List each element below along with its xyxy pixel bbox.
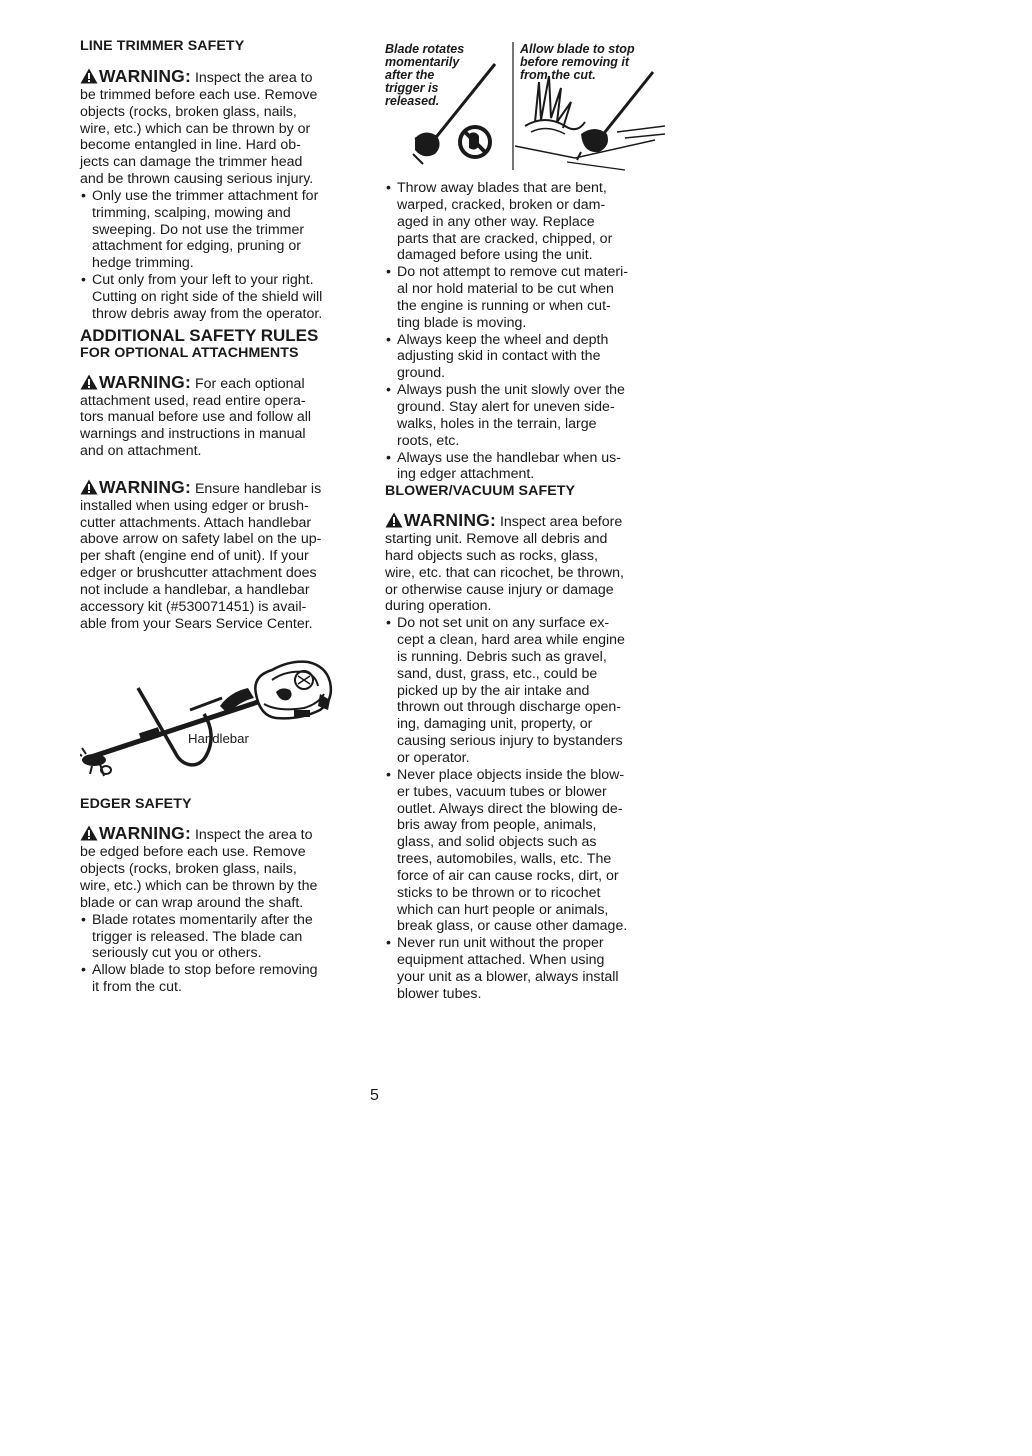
- handlebar-figure: [80, 636, 362, 786]
- list-item: • Do not set unit on any surface ex- cept a clean, hard area while engine is running. Debris such as gravel, sand, dust, grass, etc., could be picked up by the air intake and thrown out through discharge open- ing, damaging unit, property, or causing serious injury to bystanders or operator.: [385, 615, 670, 767]
- warning-text-line: jects can damage the trimmer head: [80, 154, 303, 171]
- edger-bullets-continued: [385, 180, 670, 483]
- trimmer-illustration: [80, 636, 362, 786]
- caption-line: from the cut.: [520, 68, 596, 82]
- list-item: • Throw away blades that are bent, warped, cracked, broken or dam- aged in any other way. Replace parts that are cracked, chipped, or damaged before using the unit.: [385, 180, 670, 264]
- warning-text-line: be trimmed before each use. Remove: [80, 86, 318, 103]
- warning-triangle-icon: [80, 825, 98, 841]
- warning-text-line: and be thrown causing serious injury.: [80, 171, 314, 188]
- handlebar-warning: WARNING: Ensure handlebar is installed when using edger or brush- cutter attachments. Attach handlebar above arrow on safety label on the up- per shaft (engine end of unit). If your edger or brushcutter attachment does not include a handlebar, a handlebar accessory kit (#530071451) is avail- able from your Sears Service Center.: [80, 476, 322, 632]
- caption-line: after the: [385, 68, 435, 82]
- warning-triangle-icon: [80, 374, 98, 390]
- list-item: • Never place objects inside the blow- er tubes, vacuum tubes or blower outlet. Always direct the blowing de- bris away from people, animals, glass, and solid objects such as trees, automobiles, walls, etc. The force of air can cause rocks, dirt, or sticks to be thrown or to ricochet which can hurt people or animals, break glass, or cause other damage.: [385, 767, 670, 935]
- caption-line: trigger is: [385, 81, 439, 95]
- warning-text-line: Inspect the area to: [194, 70, 313, 86]
- warning-label: WARNING:: [99, 823, 192, 844]
- list-item: • Do not attempt to remove cut materi- al nor hold material to be cut when the engine is running or when cut- ting blade is moving.: [385, 264, 670, 331]
- warning-label: WARNING:: [99, 371, 192, 392]
- optional-attachments-subheading: FOR OPTIONAL ATTACHMENTS: [80, 344, 299, 361]
- warning-text-line: objects (rocks, broken glass, nails,: [80, 103, 297, 120]
- left-column: [80, 38, 362, 996]
- line-trimmer-safety-heading: LINE TRIMMER SAFETY: [80, 38, 245, 54]
- warning-triangle-icon: [80, 479, 98, 495]
- list-item: • Only use the trimmer attachment for trimming, scalping, mowing and sweeping. Do not use the trimmer attachment for edging, pruning or hedge trimming.: [80, 188, 362, 272]
- additional-safety-heading: ADDITIONAL SAFETY RULES: [80, 325, 319, 345]
- warning-label: WARNING:: [99, 66, 192, 86]
- handlebar-label: Handlebar: [188, 731, 249, 747]
- line-trimmer-warning: [80, 68, 362, 188]
- caption-line: before removing it: [520, 55, 630, 69]
- blower-warning: WARNING: Inspect area before starting unit. Remove all debris and hard objects such as rocks, glass, wire, etc. that can ricochet, be thrown, or otherwise cause injury or damage during operation.: [385, 510, 624, 615]
- line-trimmer-bullets: [80, 188, 362, 323]
- right-column: [385, 42, 670, 1003]
- warning-triangle-icon: [385, 512, 403, 528]
- list-item: • Always use the handlebar when us- ing edger attachment.: [385, 450, 670, 484]
- caption-line: Allow blade to stop: [520, 42, 635, 56]
- warning-triangle-icon: [80, 68, 98, 84]
- edger-bullets: [80, 912, 362, 996]
- page-number: 5: [370, 1087, 379, 1104]
- blower-vacuum-safety-heading: BLOWER/VACUUM SAFETY: [385, 483, 576, 500]
- warning-text-line: wire, etc.) which can be thrown by or: [80, 120, 311, 137]
- caption-line: Blade rotates: [385, 42, 465, 56]
- blower-bullets: [385, 615, 670, 1002]
- edger-safety-heading: EDGER SAFETY: [80, 796, 192, 813]
- warning-text-line: become entangled in line. Hard ob-: [80, 137, 301, 154]
- list-item: • Cut only from your left to your right. Cutting on right side of the shield will throw debris away from the operator.: [80, 272, 362, 323]
- list-item: • Never run unit without the proper equipment attached. When using your unit as a blower, always install blower tubes.: [385, 935, 670, 1002]
- warning-label: WARNING:: [404, 510, 497, 531]
- edger-blade-figure: [385, 42, 670, 172]
- edger-warning: WARNING: Inspect the area to be edged before each use. Remove objects (rocks, broken glass, nails, wire, etc.) which can be thrown by the blade or can wrap around the shaft.: [80, 823, 318, 911]
- warning-label: WARNING:: [99, 476, 192, 497]
- list-item: • Blade rotates momentarily after the trigger is released. The blade can seriously cut you or others.: [80, 912, 362, 963]
- caption-line: released.: [385, 94, 440, 108]
- attachment-warning: WARNING: For each optional attachment used, read entire opera- tors manual before use and follow all warnings and instructions in manual and on attachment.: [80, 371, 312, 460]
- caption-line: momentarily: [385, 55, 460, 69]
- list-item: • Always push the unit slowly over the ground. Stay alert for uneven side- walks, holes in the terrain, large roots, etc.: [385, 382, 670, 449]
- blade-illustration: [385, 42, 670, 172]
- list-item: • Allow blade to stop before removing it from the cut.: [80, 962, 362, 996]
- list-item: • Always keep the wheel and depth adjusting skid in contact with the ground.: [385, 332, 670, 383]
